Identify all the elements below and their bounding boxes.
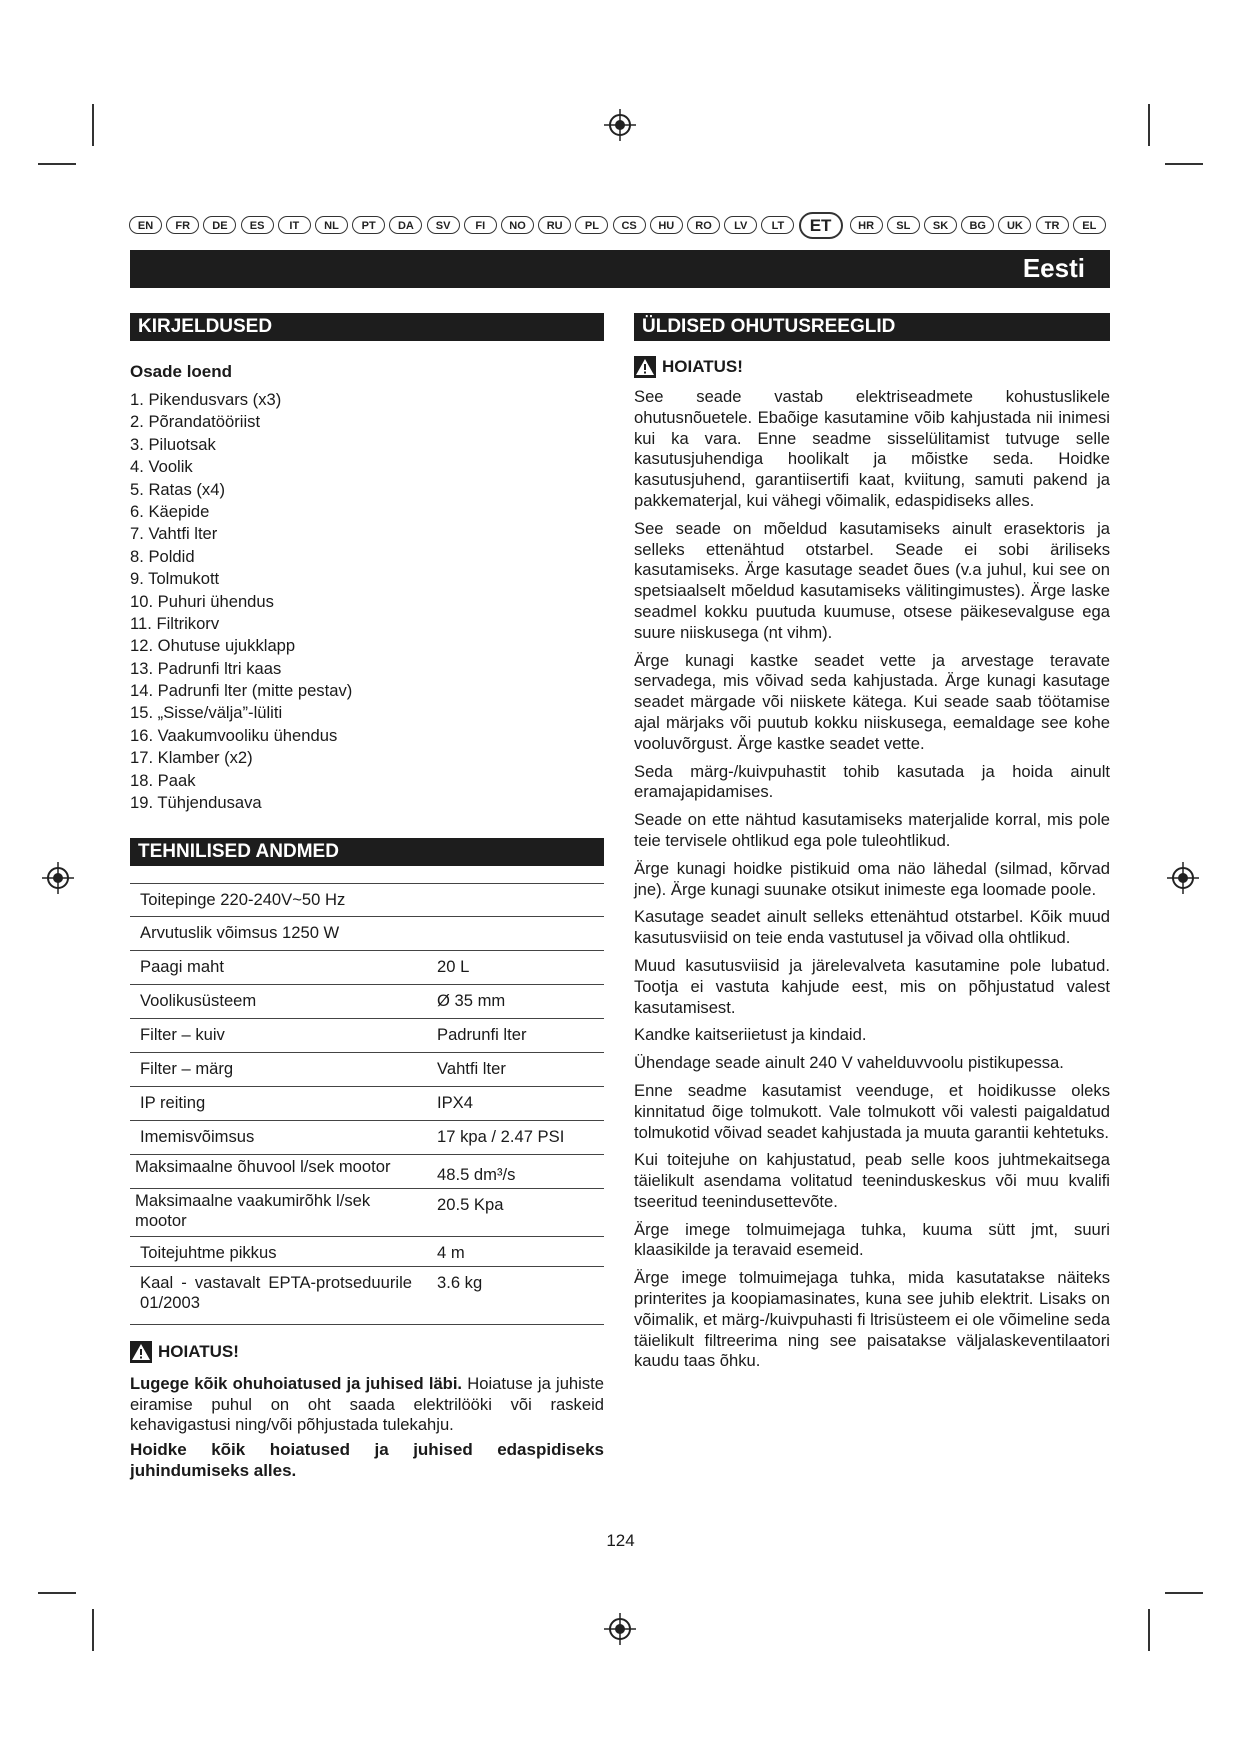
safety-paragraph: Ärge imege tolmuimejaga tuhka, mida kasutatakse näiteks printerites ja koopiamasinates, kuna see juhib elektrit. Lisaks on võimalik, et märg-/kuivpuhasti fi ltrisüsteem ei ole võimeline seda täielikult filtreerima ning see paisatakse väljalaskeventilaatori kaudu taas õhku. [634, 1268, 1110, 1371]
safety-paragraph: Enne seadme kasutamist veenduge, et hoidikusse oleks kinnitatud õige tolmukott. Vale tolmukott või valesti paigaldatud tolmukotid võivad seadet kahjustada ja muuta garantii kehtetuks. [634, 1080, 1110, 1142]
language-badge-sl: SL [887, 216, 920, 234]
language-badge-nl: NL [315, 216, 348, 234]
spec-label: Paagi maht [140, 957, 224, 976]
crop-mark [1165, 1592, 1203, 1594]
description-heading: KIRJELDUSED [130, 313, 604, 341]
crop-mark [92, 1609, 94, 1651]
safety-paragraph: Kui toitejuhe on kahjustatud, peab selle koos juhtmekaitsega täielikult asendama volitatud teeninduskeskus või muu kvalifi tseeritud teenindusettevõte. [634, 1150, 1110, 1211]
spec-value: Vahtfi lter [437, 1059, 506, 1078]
safety-paragraph: Muud kasutusviisid ja järelevalveta kasutamine pole lubatud. Tootja ei vastuta kahjude eest, mis on põhjustatud valest kasutamisest. [634, 955, 1110, 1017]
spec-label: Filter – kuiv [140, 1025, 225, 1044]
safety-paragraph: Seda märg-/kuivpuhastit tohib kasutada ja hoida ainult eramajapidamises. [634, 761, 1110, 802]
crop-mark [92, 104, 94, 146]
registration-mark-icon [603, 108, 637, 142]
title-bar [130, 250, 1110, 288]
spec-value: Padrunfi lter [437, 1025, 527, 1044]
language-badge-lt: LT [761, 216, 794, 234]
list-item: 6. Käepide [130, 501, 210, 521]
warning-label: HOIATUS! [158, 1342, 239, 1361]
spec-label: Maksimaalne vaakumirõhk l/sek mootor [135, 1191, 371, 1230]
list-item: 7. Vahtfi lter [130, 524, 218, 544]
table-row [130, 1019, 604, 1053]
list-item: 12. Ohutuse ujukklapp [130, 636, 296, 656]
language-badge-fi: FI [464, 216, 497, 234]
language-badge-et: ET [799, 212, 843, 239]
warning-heading [634, 356, 743, 378]
spec-label: IP reiting [140, 1093, 206, 1112]
table-row [130, 917, 604, 951]
language-badge-es: ES [241, 216, 274, 234]
table-row [130, 883, 604, 917]
warning-paragraph [130, 1374, 604, 1436]
safety-paragraph: Ühendage seade ainult 240 V vahelduvvoolu pistikupessa. [634, 1053, 1064, 1073]
language-badge-uk: UK [998, 216, 1031, 234]
table-row [130, 1121, 604, 1155]
spec-value: 48.5 dm³/s [437, 1165, 516, 1184]
list-item: 11. Filtrikorv [130, 613, 220, 633]
spec-label: Maksimaalne õhuvool l/sek mootor [135, 1157, 391, 1176]
keep-instructions: Hoidke kõik hoiatused ja juhised edaspidiseks juhindumiseks alles. [130, 1440, 604, 1480]
list-item: 16. Vaakumvooliku ühendus [130, 725, 338, 745]
list-item: 10. Puhuri ühendus [130, 591, 274, 611]
language-badge-pl: PL [575, 216, 608, 234]
spec-label: Arvutuslik võimsus 1250 W [140, 923, 340, 942]
tech-data-heading: TEHNILISED ANDMED [130, 838, 604, 866]
list-item: 4. Voolik [130, 457, 193, 477]
warning-text: Hoiatuse ja juhiste eiramise puhul on oht saada elektrilööki või raskeid kehavigastusi ning/või põhjustada tulekahju. [130, 1374, 604, 1435]
list-item: 1. Pikendusvars (x3) [130, 390, 282, 409]
language-badge-ro: RO [687, 216, 720, 234]
crop-mark [1148, 104, 1150, 146]
crop-mark [1165, 163, 1203, 165]
language-badge-en: EN [129, 216, 162, 234]
list-item: 13. Padrunfi ltri kaas [130, 658, 282, 678]
table-row [130, 1189, 604, 1237]
list-item: 8. Poldid [130, 546, 195, 566]
language-badge-no: NO [501, 216, 534, 234]
spec-value: 20 L [437, 957, 470, 976]
table-row [130, 1155, 604, 1189]
spec-label: Toitepinge 220-240V~50 Hz [140, 890, 346, 909]
language-badge-el: EL [1073, 216, 1106, 234]
list-item: 5. Ratas (x4) [130, 479, 225, 499]
language-badge-da: DA [389, 216, 422, 234]
language-badge-fr: FR [166, 216, 199, 234]
registration-mark-icon [603, 1612, 637, 1646]
language-badge-cs: CS [613, 216, 646, 234]
warning-label: HOIATUS! [662, 357, 743, 376]
safety-paragraph: Seade on ette nähtud kasutamiseks materjalide korral, mis pole teie tervisele ohtlikud ega pole tuleohtlikud. [634, 810, 1110, 850]
table-row [130, 1267, 604, 1325]
safety-rules-text [634, 387, 1110, 1379]
language-badge-de: DE [203, 216, 236, 234]
spec-value: 3.6 kg [437, 1273, 483, 1292]
safety-paragraph: Kandke kaitseriietust ja kindaid. [634, 1025, 867, 1045]
list-item: 9. Tolmukott [130, 569, 220, 589]
language-badge-sv: SV [427, 216, 460, 234]
registration-mark-icon [41, 861, 75, 895]
language-badge-bg: BG [961, 216, 994, 234]
language-badge-it: IT [278, 216, 311, 234]
table-row [130, 951, 604, 985]
crop-mark [38, 163, 76, 165]
language-badge-hr: HR [850, 216, 883, 234]
language-badge-pt: PT [352, 216, 385, 234]
spec-value: 17 kpa / 2.47 PSI [437, 1127, 565, 1146]
list-item: 2. Põrandatööriist [130, 412, 261, 432]
spec-label: Filter – märg [140, 1059, 234, 1078]
table-row [130, 1237, 604, 1267]
spec-value: Ø 35 mm [437, 991, 506, 1010]
list-item: 18. Paak [130, 770, 196, 790]
language-badge-sk: SK [924, 216, 957, 234]
crop-mark [1148, 1609, 1150, 1651]
safety-paragraph: Ärge kunagi hoidke pistikuid oma näo lähedal (silmad, kõrvad jne). Ärge kunagi suunake otsikut inimeste ega loomade poole. [634, 858, 1110, 899]
safety-rules-heading: ÜLDISED OHUTUSREEGLID [634, 313, 1110, 341]
spec-label: Voolikusüsteem [140, 991, 257, 1010]
page-title: Eesti [1022, 253, 1085, 283]
safety-paragraph: Ärge imege tolmuimejaga tuhka, kuuma sütt jmt, suuri klaasikilde ja teravaid esemeid. [634, 1219, 1110, 1260]
table-row [130, 1053, 604, 1087]
warning-icon [130, 1341, 152, 1363]
language-badge-tr: TR [1036, 216, 1069, 234]
spec-value: 20.5 Kpa [437, 1195, 504, 1214]
list-item: 3. Piluotsak [130, 434, 216, 454]
warning-icon [634, 356, 656, 378]
list-item: 14. Padrunfi lter (mitte pestav) [130, 681, 353, 701]
spec-label: Kaal - vastavalt EPTA-protseduurile 01/2003 [140, 1273, 412, 1312]
language-bar [129, 212, 1113, 240]
parts-list [130, 389, 590, 814]
spec-table [130, 883, 604, 1325]
language-badge-hu: HU [650, 216, 683, 234]
list-item: 17. Klamber (x2) [130, 748, 253, 768]
language-badge-lv: LV [724, 216, 757, 234]
safety-paragraph: See seade vastab elektriseadmete kohustuslikele ohutusnõuetele. Ebaõige kasutamine võib kahjustada nii inimesi kui ka vara. Enne seadme sisselülitamist tutvuge selle kasutusjuhendiga hoolikalt ja mõistke seda. Hoidke kasutusjuhend, garantiisertifi kaat, kviitung, samuti pakend ja pakkematerjal, kui vähegi võimalik, edaspidiseks alles. [634, 387, 1110, 510]
spec-value: 4 m [437, 1243, 465, 1262]
parts-heading: Osade loend [130, 362, 233, 381]
safety-paragraph: Kasutage seadet ainult selleks ettenähtud otstarbel. Kõik muud kasutusviisid on teie enda vastutusel ja võivad olla ohtlikud. [634, 907, 1110, 948]
warning-bold: Lugege kõik ohuhoiatused ja juhised läbi. [130, 1374, 463, 1393]
spec-label: Imemisvõimsus [140, 1127, 255, 1146]
spec-label: Toitejuhtme pikkus [140, 1243, 277, 1262]
table-row [130, 1087, 604, 1121]
crop-mark [38, 1592, 76, 1594]
spec-value: IPX4 [437, 1093, 473, 1112]
safety-paragraph: See seade on mõeldud kasutamiseks ainult erasektoris ja selleks ettenähtud otstarbel. Seade ei sobi äriliseks kasutamiseks. Ärge kasutage seadet õues (v.a juhul, kui see on spetsiaalselt mõeldud kasutamiseks välitingimustes). Ärge laske seadmel kokku puutuda kuumuse, otsese päikesevalguse ega suure niiskusega (nt vihm). [634, 518, 1110, 642]
safety-paragraph: Ärge kunagi kastke seadet vette ja arvestage teravate servadega, mis võivad seda kahjustada. Ärge kunagi kasutage seadet märgade või niiskete kätega. Kui seade saab töötamise ajal märjaks või puutub kokku niiskusega, eemaldage see kohe vooluvõrgust. Ärge kastke seadet vette. [634, 650, 1110, 753]
list-item: 19. Tühjendusava [130, 793, 262, 813]
list-item: 15. „Sisse/välja”-lüliti [130, 703, 283, 723]
registration-mark-icon [1166, 861, 1200, 895]
warning-heading [130, 1341, 239, 1363]
language-badge-ru: RU [538, 216, 571, 234]
table-row [130, 985, 604, 1019]
page-number: 124 [606, 1531, 635, 1550]
